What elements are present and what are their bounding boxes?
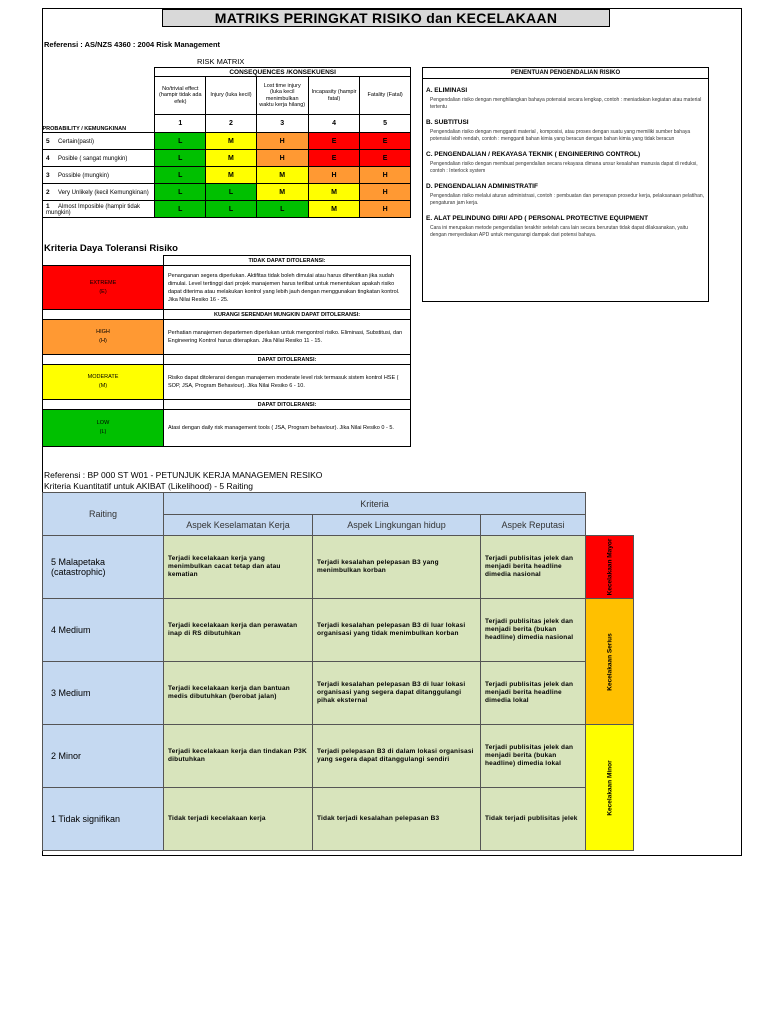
- consequence-label: Injury (luka kecil): [206, 77, 256, 115]
- kriteria-cell: Terjadi kecelakaan kerja yang menimbulkan cacat tetap dan atau kematian: [164, 536, 313, 599]
- risk-level-cell: M: [206, 133, 256, 150]
- tolerance-description: Perhatian manajemen departemen diperlukan untuk mengontrol risiko. Eliminasi, Substitusi, dan Engineering Kontrol harus diterapkan. Jika Nilai Resiko 11 - 15.: [164, 320, 411, 355]
- risk-matrix-row: [43, 133, 411, 150]
- tolerance-header: DAPAT DITOLERANSI:: [164, 400, 411, 410]
- risk-level-cell: E: [308, 133, 359, 150]
- control-item-description: Pengendalian risiko melalui aturan administrasi, contoh : pembuatan dan penerapan prosedur kerja, pelaksanaan pelatihan, pengaturan jam kerja.: [430, 193, 705, 206]
- control-item: [423, 151, 708, 175]
- risk-level-cell: H: [360, 167, 411, 184]
- risk-level-cell: E: [360, 150, 411, 167]
- kriteria-row: [43, 599, 634, 662]
- reference-top: Referensi : AS/NZS 4360 : 2004 Risk Management: [44, 40, 221, 49]
- risk-level-cell: M: [206, 167, 256, 184]
- probability-text: Possible (mungkin): [58, 172, 110, 179]
- risk-level-cell: E: [360, 133, 411, 150]
- consequence-number: 5: [360, 115, 411, 133]
- consequence-label: Fatality (Fatal): [360, 77, 411, 115]
- probability-text: Posible ( sangat mungkin): [58, 155, 128, 162]
- severity-side-text: Kecelakaan Minor: [606, 759, 613, 816]
- tolerance-description: Penanganan segera diperlukan. Aktifitas tidak boleh dimulai atau harus dihentikan jika sudah dimulai. Level tertinggi dari projek manajemen harus terlibat untuk menentukan apakah risiko dapat diterima atau melakukan kontrol yang lebih jauh dengan menggunakan tingkatan kontrol. Jika Nilai Resiko 16 - 25.: [164, 266, 411, 310]
- kriteria-cell: Terjadi kesalahan pelepasan B3 yang menimbulkan korban: [313, 536, 481, 599]
- rating-label: 3 Medium: [43, 662, 164, 725]
- control-item-heading: E. ALAT PELINDUNG DIRI/ APD ( PERSONAL PROTECTIVE EQUIPMENT: [426, 215, 649, 222]
- reference-bottom: Referensi : BP 000 ST W01 - PETUNJUK KERJA MANAGEMEN RESIKO: [44, 470, 323, 480]
- tolerance-description: Atasi dengan daily risk management tools ( JSA, Program behaviour). Jika Nilai Resiko 0 - 5.: [164, 410, 411, 447]
- risk-level-cell: H: [360, 184, 411, 201]
- probability-label: [43, 184, 155, 201]
- control-item-description: Pengendalian risiko dengan mengganti material , komposisi, atau proses dengan suatu yang memiliki sumber bahaya potensial lebih rendah, contoh : mengganti bahan kimia yang beracun dengan bahan kimia yang tidak beracun: [430, 129, 691, 142]
- tolerance-level-code: (M): [98, 383, 108, 389]
- risk-level-cell: H: [360, 201, 411, 218]
- consequence-number: 2: [206, 115, 256, 133]
- risk-level-cell: L: [206, 201, 256, 218]
- kriteria-row: [43, 662, 634, 725]
- risk-level-cell: L: [206, 184, 256, 201]
- control-item-heading: C. PENGENDALIAN / REKAYASA TEKNIK ( ENGINEERING CONTROL): [426, 151, 641, 158]
- kriteria-row: [43, 788, 634, 851]
- probability-text: Certain(pasti): [58, 138, 95, 145]
- kriteria-table: [42, 492, 634, 851]
- kriteria-cell: Terjadi kecelakaan kerja dan bantuan medis dibutuhkan (berobat jalan): [164, 662, 313, 725]
- probability-label: [43, 167, 155, 184]
- tolerance-level-name: MODERATE: [87, 374, 119, 380]
- tolerance-table: [42, 255, 411, 447]
- probability-label: [43, 150, 155, 167]
- risk-matrix-row: [43, 201, 411, 218]
- consequence-number: 1: [155, 115, 206, 133]
- control-item-heading: A. ELIMINASI: [426, 87, 468, 94]
- tolerance-level: [43, 266, 164, 310]
- rating-label: 4 Medium: [43, 599, 164, 662]
- kriteria-header: Kriteria: [164, 493, 586, 515]
- risk-level-cell: M: [308, 184, 359, 201]
- severity-side-label: [586, 599, 634, 725]
- severity-side-text: Kecelakaan Serius: [606, 632, 613, 691]
- control-determination-header: PENENTUAN PENGENDALIAN RISIKO: [423, 68, 708, 79]
- kriteria-cell: Terjadi kesalahan pelepasan B3 di luar lokasi organisasi yang tidak menimbulkan korban: [313, 599, 481, 662]
- risk-level-cell: H: [256, 150, 308, 167]
- probability-label: [43, 133, 155, 150]
- risk-level-cell: M: [308, 201, 359, 218]
- severity-side-label: [586, 536, 634, 599]
- probability-header: PROBABILITY / KEMUNGKINAN: [43, 68, 155, 133]
- kriteria-cell: Terjadi publisitas jelek dan menjadi berita headline dimedia nasional: [481, 536, 586, 599]
- kriteria-cell: Tidak terjadi publisitas jelek: [481, 788, 586, 851]
- probability-label: [43, 201, 155, 218]
- control-item: [423, 87, 708, 111]
- kriteria-column-header: Aspek Keselamatan Kerja: [164, 515, 313, 536]
- risk-level-cell: L: [155, 133, 206, 150]
- tolerance-level-code: (L): [99, 429, 107, 435]
- probability-text: Almost Imposible (hampir tidak mungkin): [46, 203, 141, 216]
- risk-level-cell: L: [256, 201, 308, 218]
- kriteria-column-header: Aspek Lingkungan hidup: [313, 515, 481, 536]
- kriteria-cell: Terjadi pelepasan B3 di dalam lokasi organisasi yang segera dapat ditanggulangi sendiri: [313, 725, 481, 788]
- tolerance-level-code: (H): [99, 338, 107, 344]
- consequence-label: No/trivial effect (hampir tidak ada efek): [155, 77, 206, 115]
- probability-number: 4: [46, 154, 50, 162]
- control-item: [423, 119, 708, 143]
- tolerance-level-name: EXTREME: [89, 279, 117, 286]
- consequence-label: Incapasity (hampir fatal): [308, 77, 359, 115]
- kriteria-cell: Terjadi publisitas jelek dan menjadi berita headline dimedia lokal: [481, 662, 586, 725]
- risk-matrix-row: [43, 150, 411, 167]
- risk-level-cell: L: [155, 150, 206, 167]
- tolerance-level-name: HIGH: [96, 329, 110, 335]
- tolerance-level: [43, 320, 164, 355]
- tolerance-title: Kriteria Daya Toleransi Risiko: [44, 243, 178, 254]
- control-item: [423, 215, 708, 239]
- rating-label: 5 Malapetaka (catastrophic): [43, 536, 164, 599]
- tolerance-header: KURANGI SERENDAH MUNGKIN DAPAT DITOLERANSI:: [164, 310, 411, 320]
- kriteria-row: [43, 725, 634, 788]
- kriteria-row: [43, 536, 634, 599]
- risk-level-cell: M: [256, 184, 308, 201]
- consequence-label: Lost time injury (luka kecil menimbulkan waktu kerja hilang): [256, 77, 308, 115]
- risk-matrix-label: RISK MATRIX: [197, 57, 245, 66]
- tolerance-level: [43, 410, 164, 447]
- kriteria-column-header: Aspek Reputasi: [481, 515, 586, 536]
- tolerance-level-code: (E): [99, 288, 107, 295]
- kriteria-subtitle: Kriteria Kuantitatif untuk AKIBAT (Likelihood) - 5 Raiting: [44, 481, 253, 491]
- kriteria-cell: Terjadi publisitas jelek dan menjadi berita (bukan headline) dimedia lokal: [481, 725, 586, 788]
- risk-level-cell: L: [155, 167, 206, 184]
- kriteria-cell: Tidak terjadi kesalahan pelepasan B3: [313, 788, 481, 851]
- control-item-heading: B. SUBTITUSI: [426, 119, 469, 126]
- severity-side-text: Kecelakaan Mayor: [606, 538, 613, 596]
- control-item-description: Cara ini merupakan metode pengendalian terakhir setelah cara lain secara berurutan tidak dapat dilaksanakan, yaitu dengan menyediakan APD untuk mengurangi dampak dari potensi bahaya.: [430, 225, 688, 238]
- control-item-description: Pengendalian risiko dengan membuat pengendalian secara rekayasa dimana unsur kesalahan manusia dapat di reduksi, contoh : Interlock system: [430, 161, 698, 174]
- tolerance-description: Risiko dapat ditoleransi dengan manajemen moderate level risk termasuk sistem kontrol HSE ( SOP, JSA, Program Behaviour). Jika Nilai Resiko 6 - 10.: [164, 365, 411, 400]
- probability-number: 1: [46, 202, 50, 210]
- tolerance-level: [43, 365, 164, 400]
- kriteria-cell: Terjadi kesalahan pelepasan B3 di luar lokasi organisasi yang segera dapat ditanggulangi pihak eksternal: [313, 662, 481, 725]
- consequence-number: 4: [308, 115, 359, 133]
- raiting-header: Raiting: [43, 493, 164, 536]
- control-determination-panel: [422, 67, 709, 302]
- tolerance-header: TIDAK DAPAT DITOLERANSI:: [164, 256, 411, 266]
- tolerance-level-name: LOW: [96, 420, 110, 426]
- risk-matrix-row: [43, 167, 411, 184]
- kriteria-cell: Terjadi publisitas jelek dan menjadi berita (bukan headline) dimedia nasional: [481, 599, 586, 662]
- risk-level-cell: L: [155, 184, 206, 201]
- probability-number: 5: [46, 137, 50, 145]
- probability-number: 2: [46, 188, 50, 196]
- consequences-header: CONSEQUENCES /KONSEKUENSI: [155, 68, 411, 77]
- severity-side-label: [586, 725, 634, 851]
- control-item: [423, 183, 708, 207]
- rating-label: 1 Tidak signifikan: [43, 788, 164, 851]
- kriteria-cell: Terjadi kecelakaan kerja dan tindakan P3K dibutuhkan: [164, 725, 313, 788]
- consequence-number: 3: [256, 115, 308, 133]
- risk-level-cell: H: [256, 133, 308, 150]
- probability-text: Very Unlikely (kecil Kemungkinan): [58, 189, 149, 196]
- control-item-heading: D. PENGENDALIAN ADMINISTRATIF: [426, 183, 538, 190]
- kriteria-cell: Terjadi kecelakaan kerja dan perawatan inap di RS dibutuhkan: [164, 599, 313, 662]
- document-title: MATRIKS PERINGKAT RISIKO dan KECELAKAAN: [162, 9, 610, 27]
- risk-level-cell: H: [308, 167, 359, 184]
- rating-label: 2 Minor: [43, 725, 164, 788]
- control-item-description: Pengendalian risiko dengan menghilangkan bahaya potensial secara lengkap, contoh : meniadakan kegiatan atau material tertentu: [430, 97, 702, 110]
- risk-matrix-row: [43, 184, 411, 201]
- tolerance-header: DAPAT DITOLERANSI:: [164, 355, 411, 365]
- risk-level-cell: L: [155, 201, 206, 218]
- probability-number: 3: [46, 171, 50, 179]
- risk-level-cell: M: [256, 167, 308, 184]
- risk-matrix-table: [42, 67, 411, 218]
- risk-level-cell: E: [308, 150, 359, 167]
- risk-level-cell: M: [206, 150, 256, 167]
- kriteria-cell: Tidak terjadi kecelakaan kerja: [164, 788, 313, 851]
